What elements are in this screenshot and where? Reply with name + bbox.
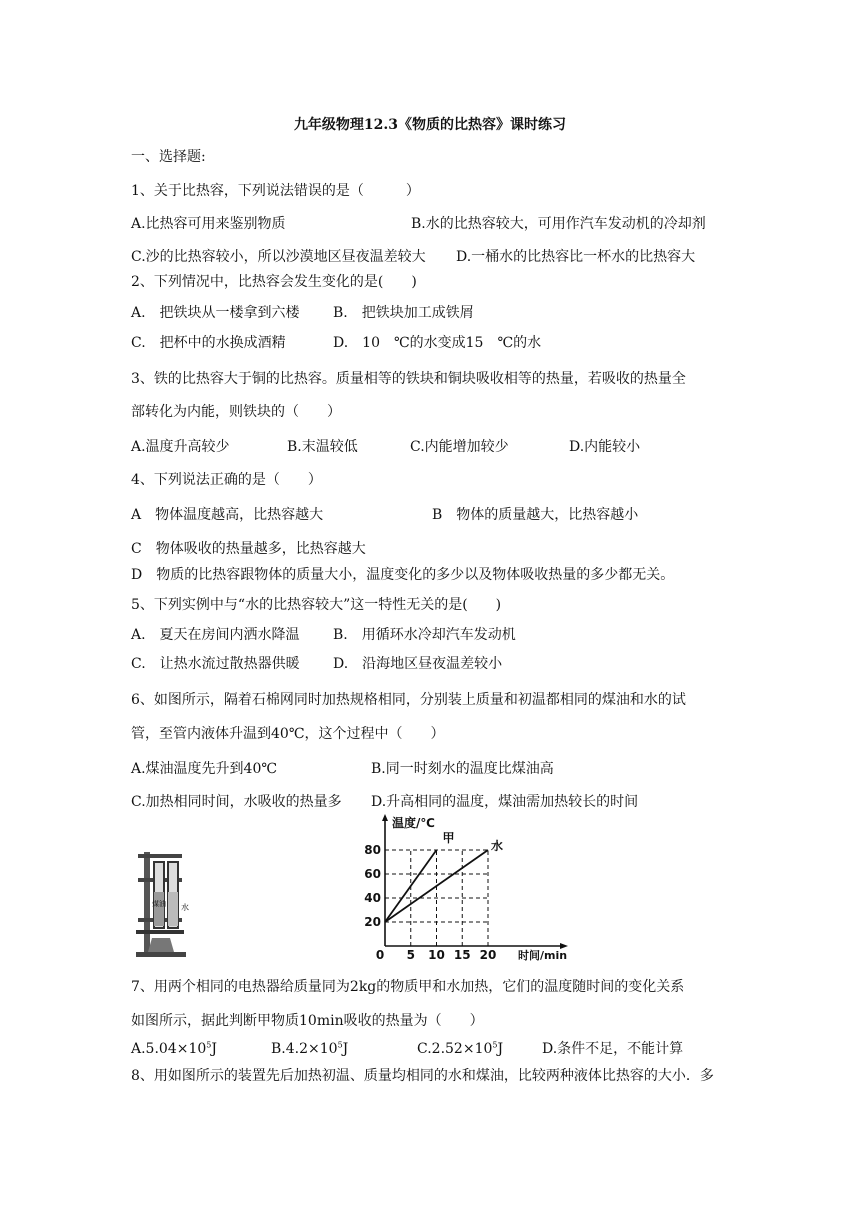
q3-stem-line1: 3、铁的比热容大于铜的比热容。质量相等的铁块和铜块吸收相等的热量，若吸收的热量全 — [131, 371, 686, 387]
q2-option-c: C. 把杯中的水换成酒精 — [131, 335, 286, 351]
q2-option-d: D. 10 ℃的水变成15 ℃的水 — [333, 335, 542, 351]
q7-option-c: $C.2.52\times 10^5J$ — [417, 1040, 504, 1057]
q7-option-b: $B.4.2\times 10^5J$ — [271, 1040, 349, 1057]
q1-option-a: A.比热容可用来鉴别物质 — [131, 216, 286, 232]
q5-option-d: D. 沿海地区昼夜温差较小 — [333, 656, 503, 672]
q7-option-d: D.条件不足，不能计算 — [542, 1041, 684, 1057]
q1-option-c: C.沙的比热容较小，所以沙漠地区昼夜温差较大 — [131, 249, 426, 265]
q3-option-c: C.内能增加较少 — [410, 439, 509, 455]
q2-stem: 2、下列情况中，比热容会发生变化的是( ) — [131, 274, 417, 290]
q5-option-b: B. 用循环水冷却汽车发动机 — [333, 627, 516, 643]
test-tube-apparatus-figure — [130, 848, 188, 960]
q6-stem-line2: 管，至管内液体升温到40℃，这个过程中（ ） — [131, 726, 445, 742]
y-tick-label: 80 — [364, 843, 381, 857]
page-title: 九年级物理12.3《物质的比热容》课时练习 — [293, 117, 567, 133]
temperature-time-chart — [360, 812, 580, 960]
y-tick-label: 20 — [364, 915, 381, 929]
q4-option-d: D 物质的比热容跟物体的质量大小，温度变化的多少以及物体吸收热量的多少都无关。 — [131, 567, 675, 583]
origin-label: 0 — [375, 948, 385, 962]
q3-stem-line2: 部转化为内能，则铁块的（ ） — [131, 404, 341, 420]
q1-stem: 1、关于比热容，下列说法错误的是（ ） — [131, 183, 420, 199]
q4-option-a: A 物体温度越高，比热容越大 — [131, 507, 324, 523]
q6-option-d: D.升高相同的温度，煤油需加热较长的时间 — [371, 794, 639, 810]
x-tick-label: 5 — [406, 948, 415, 962]
q6-stem-line1: 6、如图所示，隔着石棉网同时加热规格相同，分别装上质量和初温都相同的煤油和水的试 — [131, 692, 686, 708]
x-tick-label: 15 — [453, 948, 471, 962]
q2-option-b: B. 把铁块加工成铁屑 — [333, 305, 474, 321]
q5-option-a: A. 夏天在房间内洒水降温 — [131, 627, 300, 643]
q4-stem: 4、下列说法正确的是（ ） — [131, 472, 322, 488]
y-tick-label: 60 — [364, 867, 381, 881]
q2-option-a: A. 把铁块从一楼拿到六楼 — [131, 305, 300, 321]
y-axis-label: 温度/℃ — [392, 816, 435, 830]
x-tick-label: 10 — [428, 948, 445, 962]
q5-option-c: C. 让热水流过散热器供暖 — [131, 656, 300, 672]
q1-option-b: B.水的比热容较大，可用作汽车发动机的冷却剂 — [411, 216, 706, 232]
series-label: 水 — [491, 839, 504, 853]
q3-option-b: B.末温较低 — [287, 439, 358, 455]
q7-option-a: $A.5.04\times 10^5J$ — [131, 1040, 217, 1057]
q6-option-c: C.加热相同时间，水吸收的热量多 — [131, 794, 342, 810]
q3-option-a: A.温度升高较少 — [131, 439, 230, 455]
y-tick-label: 40 — [364, 891, 381, 905]
section-heading: 一、选择题: — [131, 149, 206, 165]
x-tick-label: 20 — [479, 948, 497, 962]
water-label: 水 — [181, 903, 189, 912]
y-axis-arrow — [382, 814, 388, 821]
q3-option-d: D.内能较小 — [569, 439, 641, 455]
q8-stem-line1: 8、用如图所示的装置先后加热初温、质量均相同的水和煤油，比较两种液体比热容的大小．多 — [131, 1068, 714, 1084]
q1-option-d: D.一桶水的比热容比一杯水的比热容大 — [456, 249, 696, 265]
q4-option-b: B 物体的质量越大，比热容越小 — [432, 507, 639, 523]
q6-option-a: A.煤油温度先升到40℃ — [131, 761, 278, 777]
q4-option-c: C 物体吸收的热量越多，比热容越大 — [131, 541, 366, 557]
series-label: 甲 — [442, 831, 455, 845]
x-axis-label: 时间/min — [518, 949, 568, 962]
q5-stem: 5、下列实例中与“水的比热容较大”这一特性无关的是( ) — [131, 597, 502, 613]
kerosene-label: 煤油 — [152, 900, 166, 908]
q7-stem-line2: 如图所示，据此判断甲物质10min吸收的热量为（ ） — [131, 1013, 484, 1029]
q6-option-b: B.同一时刻水的温度比煤油高 — [371, 761, 554, 777]
q7-stem-line1: 7、用两个相同的电热器给质量同为2kg的物质甲和水加热，它们的温度随时间的变化关系 — [131, 979, 685, 995]
